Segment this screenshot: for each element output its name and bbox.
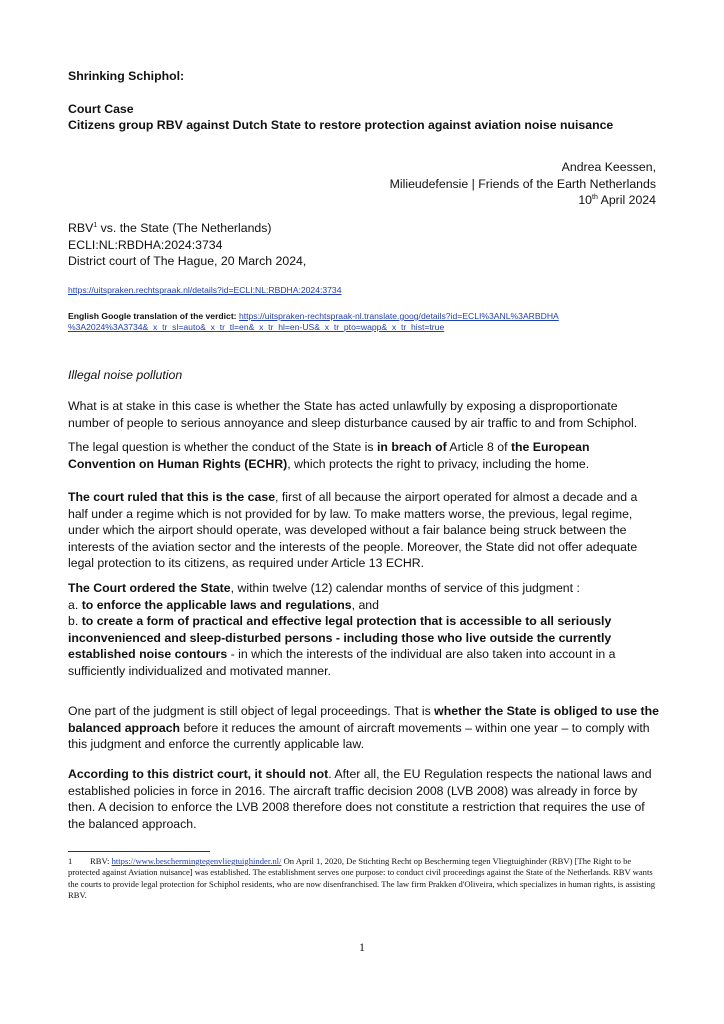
paragraph-district-court <box>68 766 660 832</box>
text-run: According to this district court, it should not <box>68 767 329 781</box>
doc-date <box>578 192 656 209</box>
footnote <box>68 856 658 902</box>
case-subtitle: Citizens group RBV against Dutch State to restore protection against aviation noise nuisance <box>68 118 614 132</box>
case-court: District court of The Hague, 20 March 2024, <box>68 254 307 268</box>
case-parties <box>68 220 658 237</box>
date-rest: April 2024 <box>597 193 656 207</box>
translation-link[interactable]: https://uitspraken-rechtspraak-nl.translate.goog/details?id=ECLI%3ANL%3ARBDHA <box>238 311 559 321</box>
translation-line-2 <box>68 322 658 334</box>
translation-line <box>68 311 668 323</box>
paragraph-ruling <box>68 489 660 572</box>
list-marker: a. <box>68 597 82 612</box>
text-run: , within twelve (12) calendar months of service of this judgment : <box>230 581 580 595</box>
text-run: in breach of <box>376 440 447 454</box>
case-label: Court Case <box>68 102 134 116</box>
text-run: to enforce the applicable laws and regulations <box>81 597 352 612</box>
author-org: Milieudefensie | Friends of the Earth Netherlands <box>389 177 656 191</box>
text-run: , which protects the right to privacy, including the home. <box>287 456 590 471</box>
footnote-link[interactable]: https://www.beschermingtegenvliegtuighinder.nl/ <box>111 856 282 866</box>
text-run: The legal question is whether the conduct of the State is <box>68 440 377 454</box>
text-run: The court ruled that this is the case <box>68 490 276 504</box>
doc-title: Shrinking Schiphol: <box>68 69 185 83</box>
author-name: Andrea Keessen, <box>561 160 656 174</box>
verdict-link-line <box>68 285 658 297</box>
section-heading: Illegal noise pollution <box>68 368 183 382</box>
paragraph-order <box>68 580 660 680</box>
footnote-label: RBV: <box>90 856 112 866</box>
date-day: 10 <box>578 193 593 207</box>
footnote-number: 1 <box>68 856 73 866</box>
text-run: whether the State is obliged to use the balanced approach <box>68 704 659 735</box>
list-marker: b. <box>68 614 82 629</box>
text-run: - in which the interests of the individual are also taken into account in a sufficiently individualized and motivated manner. <box>68 647 616 678</box>
text-run: . After all, the EU Regulation respects the national laws and established policies in force in 2016. The aircraft traffic decision 2008 (LVB 2008) was already in force by then. A decision to enforce the LVB 2008 therefore does not constitute a restriction that requires the use of the balanced approach. <box>68 767 652 831</box>
parties-post: vs. the State (The Netherlands) <box>97 221 272 235</box>
text-run: The Court ordered the State <box>68 581 231 595</box>
text-run: the European Convention on Human Rights (ECHR) <box>68 440 590 471</box>
text-run: before it reduces the amount of aircraft movements – within one year – to comply with this judgment and enforce the currently applicable law. <box>68 720 650 752</box>
parties-pre: RBV <box>68 221 94 235</box>
paragraph-legal-question <box>68 439 660 472</box>
case-ecli: ECLI:NL:RBDHA:2024:3734 <box>68 238 223 252</box>
text-run: , and <box>351 597 379 612</box>
page-number: 1 <box>359 940 365 954</box>
text-run: , first of all because the airport operated for almost a decade and a half under a regime which is not provided for by law. To make matters worse, the previous, legal regime, under which the airport should operate, was developed without a fair balance being struck between the interests of the aviation sector and the interests of the people. Moreover, the State did not offer adequate legal protection to its citizens, as required under Article 13 ECHR. <box>68 490 638 571</box>
paragraph-balanced-approach <box>68 703 660 753</box>
text-run: to create a form of practical and effective legal protection that is accessible to all seriously inconvenienced and sleep-disturbed persons - including those who live outside the currently established noise contours <box>68 614 612 662</box>
date-suffix: th <box>592 193 598 201</box>
footnote-divider <box>68 851 210 852</box>
verdict-link[interactable]: https://uitspraken.rechtspraak.nl/details?id=ECLI:NL:RBDHA:2024:3734 <box>68 285 342 295</box>
translation-link-cont[interactable]: %3A2024%3A3734&_x_tr_sl=auto&_x_tr_tl=en&_x_tr_hl=en-US&_x_tr_pto=wapp&_x_tr_hist=true <box>68 322 445 332</box>
footnote-text: On April 1, 2020, De Stichting Recht op Bescherming tegen Vliegtuighinder (RBV) [The Right to be protected against Aviation nuisance] was established. The establishment serves one purpose: to conduct civil proceedings against the State of the Netherlands. RBV wants the courts to provide legal protection for Schiphol residents, who are now disenfranchised. The law firm Prakken d'Oliveira, which specializes in human rights, is assisting RBV. <box>68 856 656 901</box>
footnote-ref[interactable]: 1 <box>93 221 98 229</box>
text-run: One part of the judgment is still object of legal proceedings. That is <box>68 704 435 718</box>
text-run: Article 8 of <box>446 440 511 454</box>
translation-label: English Google translation of the verdict: <box>68 311 237 321</box>
paragraph-stakes: What is at stake in this case is whether the State has acted unlawfully by exposing a disproportionate number of people to serious annoyance and sleep disturbance caused by air traffic to and from Schiphol. <box>68 399 638 430</box>
